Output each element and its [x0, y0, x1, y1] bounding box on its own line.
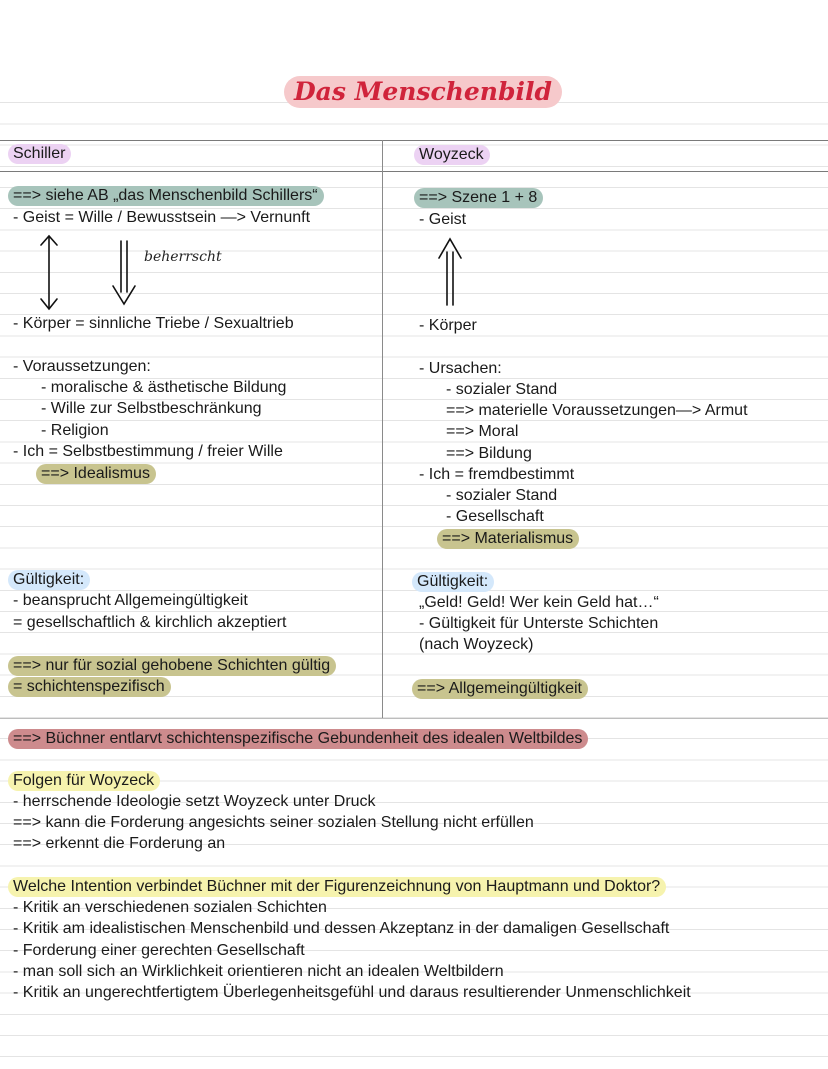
schiller-header: Schiller — [8, 144, 71, 164]
intention-item: - Kritik an ungerechtfertigtem Überlegenheitsgefühl und daraus resultierender Unmenschlichkeit — [13, 984, 691, 1001]
schiller-voraussetzungen: - Voraussetzungen: — [13, 358, 151, 375]
conclusion-rule — [0, 718, 828, 719]
double-down-arrow-icon — [113, 241, 135, 304]
schiller-idealismus: ==> Idealismus — [36, 464, 156, 484]
woyzeck-gueltigkeit: Gültigkeit: — [412, 572, 494, 592]
woyzeck-ursache-3: ==> Moral — [446, 423, 519, 440]
schiller-ich: - Ich = Selbstbestimmung / freier Wille — [13, 443, 283, 460]
schiller-gueltigkeit-1: - beansprucht Allgemeingültigkeit — [13, 592, 248, 609]
schiller-geist: - Geist = Wille / Bewusstsein —> Vernunft — [13, 209, 311, 226]
schiller-gueltigkeit-2: = gesellschaftlich & kirchlich akzeptiert — [13, 614, 287, 631]
schiller-voraussetzung-3: - Religion — [41, 422, 109, 439]
woyzeck-ich: - Ich = fremdbestimmt — [419, 466, 575, 483]
woyzeck-ich-1: - sozialer Stand — [446, 487, 558, 504]
woyzeck-ich-2: - Gesellschaft — [446, 508, 544, 525]
page-title: Das Menschenbild — [284, 76, 562, 108]
folgen-item: - herrschende Ideologie setzt Woyzeck unter Druck — [13, 793, 376, 810]
woyzeck-materialismus: ==> Materialismus — [437, 529, 579, 549]
woyzeck-ursachen: - Ursachen: — [419, 360, 502, 377]
schiller-gueltigkeit-3: ==> nur für sozial gehobene Schichten gültig — [8, 656, 336, 676]
double-up-arrow-icon — [439, 239, 461, 305]
woyzeck-gueltigkeit-3: (nach Woyzeck) — [419, 636, 534, 653]
folgen-item: ==> kann die Forderung angesichts seiner sozialen Stellung nicht erfüllen — [13, 814, 534, 831]
woyzeck-header: Woyzeck — [414, 145, 490, 165]
intention-question: Welche Intention verbindet Büchner mit der Figurenzeichnung von Hauptmann und Doktor? — [8, 877, 666, 897]
intention-item: - Kritik an verschiedenen sozialen Schichten — [13, 899, 327, 916]
woyzeck-gueltigkeit-2: - Gültigkeit für Unterste Schichten — [419, 615, 659, 632]
intention-item: - Forderung einer gerechten Gesellschaft — [13, 942, 305, 959]
woyzeck-ursache-4: ==> Bildung — [446, 445, 532, 462]
folgen-header: Folgen für Woyzeck — [8, 771, 160, 791]
woyzeck-geist: - Geist — [419, 211, 467, 228]
schiller-gueltigkeit-4: = schichtenspezifisch — [8, 677, 171, 697]
woyzeck-ursache-2: ==> materielle Voraussetzungen—> Armut — [446, 402, 748, 419]
schiller-voraussetzung-1: - moralische & ästhetische Bildung — [41, 379, 287, 396]
woyzeck-gueltigkeit-1: „Geld! Geld! Wer kein Geld hat…“ — [419, 594, 659, 611]
intention-item: - man soll sich an Wirklichkeit orientieren nicht an idealen Weltbildern — [13, 963, 504, 980]
double-headed-arrow-icon — [41, 236, 57, 309]
schiller-gueltigkeit: Gültigkeit: — [8, 570, 90, 590]
folgen-item: ==> erkennt die Forderung an — [13, 835, 226, 852]
woyzeck-koerper: - Körper — [419, 317, 477, 334]
woyzeck-reference: ==> Szene 1 + 8 — [414, 188, 543, 208]
beherrscht-annotation: beherrscht — [144, 249, 222, 265]
schiller-voraussetzung-2: - Wille zur Selbstbeschränkung — [41, 400, 262, 417]
woyzeck-gueltigkeit-4: ==> Allgemeingültigkeit — [412, 679, 588, 699]
intention-item: - Kritik am idealistischen Menschenbild und dessen Akzeptanz in der damaligen Gesellschaft — [13, 920, 670, 937]
woyzeck-ursache-1: - sozialer Stand — [446, 381, 558, 398]
schiller-koerper: - Körper = sinnliche Triebe / Sexualtrieb — [13, 315, 294, 332]
conclusion-banner: ==> Büchner entlarvt schichtenspezifische Gebundenheit des idealen Weltbildes — [8, 729, 588, 749]
schiller-reference: ==> siehe AB „das Menschenbild Schillers“ — [8, 186, 324, 206]
